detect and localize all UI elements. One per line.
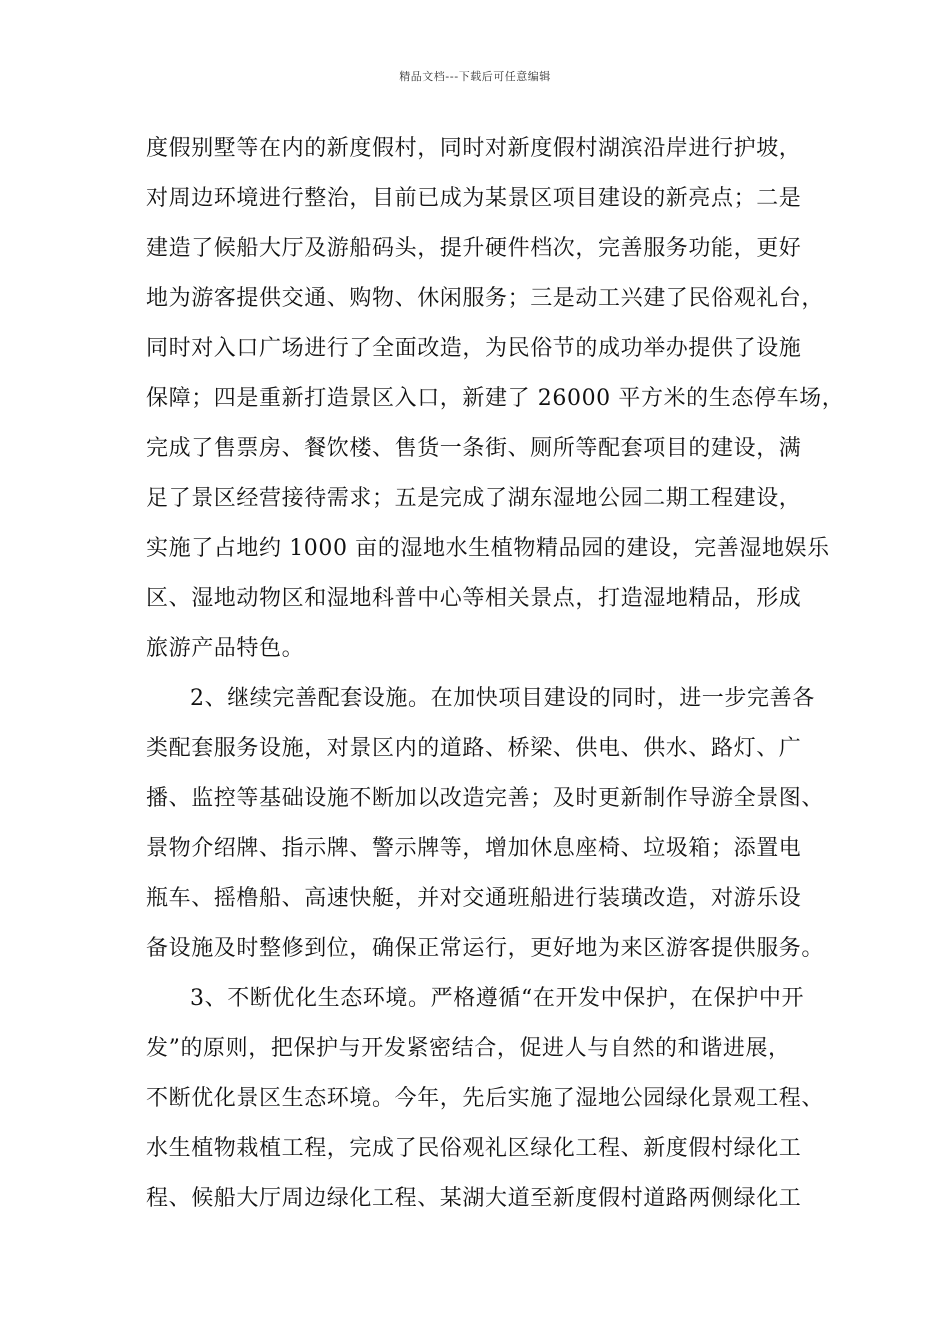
text-line: 类配套服务设施，对景区内的道路、桥梁、供电、供水、路灯、广 — [146, 736, 802, 761]
text-line: 完成了售票房、餐饮楼、售货一条街、厕所等配套项目的建设，满 — [146, 436, 802, 461]
text-line: 景物介绍牌、指示牌、警示牌等，增加休息座椅、垃圾箱；添置电 — [146, 836, 802, 861]
text-line: 建造了候船大厅及游船码头，提升硬件档次，完善服务功能，更好 — [146, 236, 802, 261]
text-line: 度假别墅等在内的新度假村，同时对新度假村湖滨沿岸进行护坡， — [146, 136, 802, 161]
text-line: 保障；四是重新打造景区入口，新建了 26000 平方米的生态停车场， — [146, 386, 845, 411]
paragraph-start-line: 3、不断优化生态环境。严格遵循“在开发中保护，在保护中开 — [190, 986, 805, 1011]
text-line: 实施了占地约 1000 亩的湿地水生植物精品园的建设，完善湿地娱乐 — [146, 536, 830, 561]
text-line: 不断优化景区生态环境。今年，先后实施了湿地公园绿化景观工程、 — [146, 1086, 825, 1111]
text-line: 播、监控等基础设施不断加以改造完善；及时更新制作导游全景图、 — [146, 786, 825, 811]
document-body — [146, 124, 845, 1224]
text-line: 瓶车、摇橹船、高速快艇，并对交通班船进行装璜改造，对游乐设 — [146, 886, 802, 911]
text-line: 程、候船大厅周边绿化工程、某湖大道至新度假村道路两侧绿化工 — [146, 1186, 802, 1211]
text-line: 地为游客提供交通、购物、休闲服务；三是动工兴建了民俗观礼台， — [146, 286, 825, 311]
text-line: 水生植物栽植工程，完成了民俗观礼区绿化工程、新度假村绿化工 — [146, 1136, 802, 1161]
paragraph-start-line: 2、继续完善配套设施。在加快项目建设的同时，进一步完善各 — [190, 686, 815, 711]
text-line: 旅游产品特色。 — [146, 636, 305, 661]
text-line: 备设施及时整修到位，确保正常运行，更好地为来区游客提供服务。 — [146, 936, 825, 961]
text-line: 发”的原则，把保护与开发紧密结合，促进人与自然的和谐进展， — [146, 1036, 791, 1061]
text-line: 对周边环境进行整治，目前已成为某景区项目建设的新亮点；二是 — [146, 186, 802, 211]
page-header: 精品文档---下载后可任意编辑 — [399, 70, 551, 83]
text-line: 同时对入口广场进行了全面改造，为民俗节的成功举办提供了设施 — [146, 336, 802, 361]
text-line: 足了景区经营接待需求；五是完成了湖东湿地公园二期工程建设， — [146, 486, 802, 511]
text-line: 区、湿地动物区和湿地科普中心等相关景点，打造湿地精品，形成 — [146, 586, 802, 611]
